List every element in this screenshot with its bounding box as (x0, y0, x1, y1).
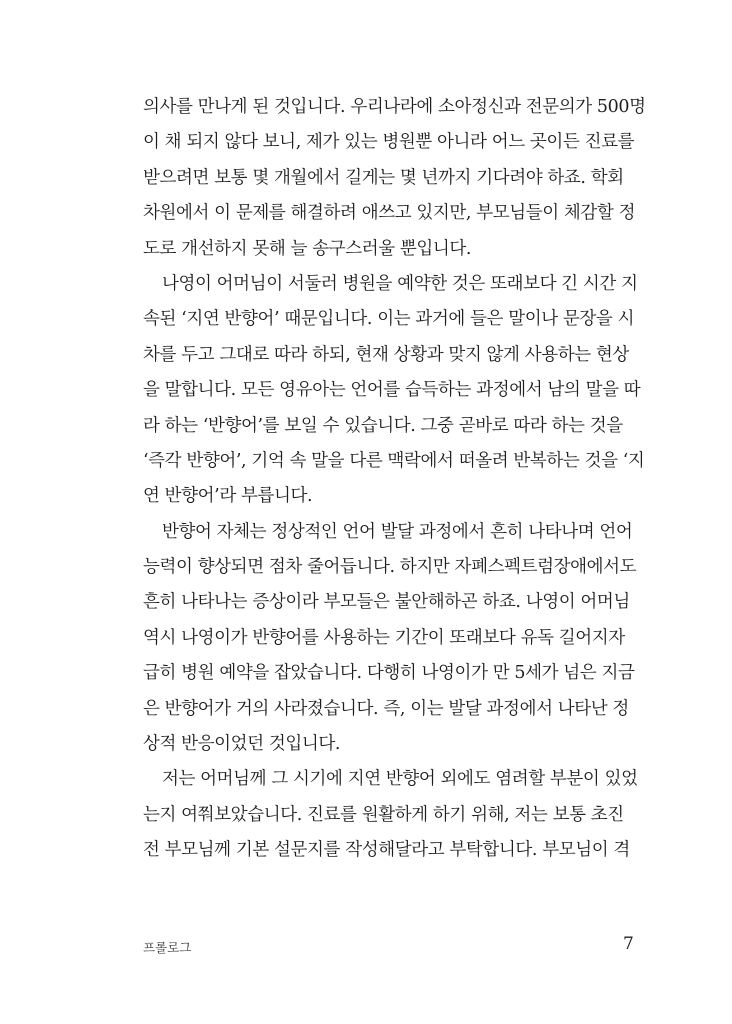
text-line: 차를 두고 그대로 따라 하되, 현재 상황과 맞지 않게 사용하는 현상 (143, 344, 629, 365)
text-line: 을 말합니다. 모든 영유아는 언어를 습득하는 과정에서 남의 말을 따 (143, 380, 641, 401)
text-line: 라 하는 ‘반향어’를 보일 수 있습니다. 그중 곧바로 따라 하는 것을 (143, 415, 623, 436)
text-line: 상적 반응이었던 것입니다. (143, 734, 341, 755)
text-line: 역시 나영이가 반향어를 사용하는 기간이 또래보다 유독 길어지자 (143, 627, 625, 648)
text-line: 은 반향어가 거의 사라졌습니다. 즉, 이는 발달 과정에서 나타난 정 (143, 698, 629, 719)
text-line: 받으려면 보통 몇 개월에서 길게는 몇 년까지 기다려야 하죠. 학회 (143, 167, 624, 188)
paragraph (143, 762, 638, 868)
running-footer-section-title: 프롤로그 (143, 940, 192, 955)
text-line: 전 부모님께 기본 설문지를 작성해달라고 부탁합니다. 부모님이 격 (143, 840, 630, 861)
text-line: 나영이 어머님이 서둘러 병원을 예약한 것은 또래보다 긴 시간 지 (162, 273, 638, 294)
page-number: 7 (623, 934, 634, 954)
body-text (143, 90, 646, 869)
text-line: 저는 어머님께 그 시기에 지연 반향어 외에도 염려할 부분이 있었 (162, 769, 638, 790)
text-line: 이 채 되지 않다 보니, 제가 있는 병원뿐 아니라 어느 곳이든 진료를 (143, 132, 635, 153)
text-line: 차원에서 이 문제를 해결하려 애쓰고 있지만, 부모님들이 체감할 정 (143, 203, 636, 224)
text-line: 속된 ‘지연 반향어’ 때문입니다. 이는 과거에 들은 말이나 문장을 시 (143, 309, 635, 330)
text-line: 급히 병원 예약을 잡았습니다. 다행히 나영이가 만 5세가 넘은 지금 (143, 663, 635, 684)
text-line: 흔히 나타나는 증상이라 부모들은 불안해하곤 하죠. 나영이 어머님 (143, 592, 630, 613)
text-line: 연 반향어’라 부릅니다. (143, 486, 313, 507)
text-line: 능력이 향상되면 점차 줄어듭니다. 하지만 자폐스펙트럼장애에서도 (143, 557, 637, 578)
text-line: 도로 개선하지 못해 늘 송구스러울 뿐입니다. (143, 238, 472, 259)
text-line: 는지 여쭤보았습니다. 진료를 원활하게 하기 위해, 저는 보통 초진 (143, 804, 624, 825)
paragraph (143, 267, 645, 515)
paragraph (143, 515, 637, 763)
text-line: 반향어 자체는 정상적인 언어 발달 과정에서 흔히 나타나며 언어 (162, 521, 633, 542)
text-line: ‘즉각 반향어’, 기억 속 말을 다른 맥락에서 떠올려 반복하는 것을 ‘지 (143, 450, 645, 471)
paragraph (143, 90, 646, 267)
text-line: 의사를 만나게 된 것입니다. 우리나라에 소아정신과 전문의가 500명 (143, 97, 646, 117)
